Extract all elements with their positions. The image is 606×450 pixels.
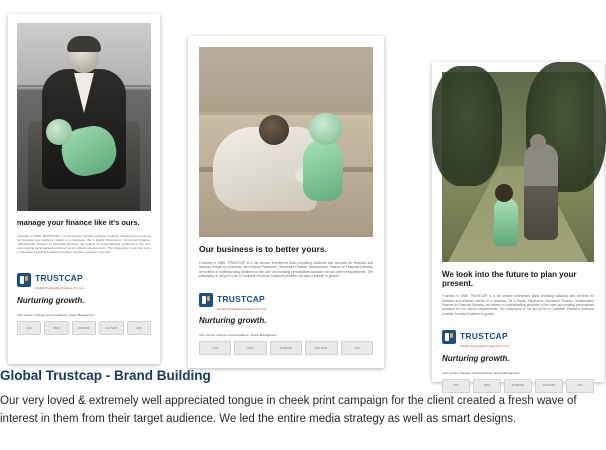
- poster-bodycopy: Founded in 1989, TRUSTCAP is a full service Investment Bank providing solutions and services for financial and advisory needs of a business. Be it Equity Placement, Structured Finance, Infrastructure Finance or Financial Advisory, we believe in understanding problems to the core and creating personalised solutions for our client's requirements. The philosophy is not just to be a Complete Financial Solutions provider, but also a partner in growth.: [442, 294, 594, 316]
- caption-description: Our very loved & extremely well appreciated tongue in cheek print campaign for the client created a fresh wave of interest in them from their target audience. We led the entire media strategy as well as smart designs.: [0, 395, 577, 425]
- photo-man-hair: [67, 36, 101, 52]
- poster-services: Joint venture • Mergers and Acquisitions • Equity Management: [442, 370, 520, 375]
- poster-look-into-future[interactable]: [432, 62, 604, 388]
- partner-logo-strip: [199, 341, 373, 355]
- poster-tagline: Nurturing growth.: [199, 316, 267, 326]
- partner-logo: ICICI: [17, 321, 41, 335]
- partner-logo: HDFC: [234, 341, 266, 355]
- partner-logo: MOBIKWIK: [504, 379, 532, 393]
- partner-logo-strip: [17, 321, 151, 335]
- photo-man-head: [259, 115, 289, 145]
- poster-bodycopy: Founded in 1989, TRUSTCAP is a full service Investment Bank providing solutions and services for financial and advisory needs of a business. Be it Equity Placement, Structured Finance, Infrastructure Finance or Financial Advisory, we believe in understanding problems to the core and creating personalised solutions for our client's requirements. The philosophy is not just to be a Complete Financial Solutions provider, but also a partner in growth.: [17, 233, 151, 255]
- poster-headline: We look into the future to plan your present.: [442, 270, 577, 289]
- poster-headline: manage your finance like it's ours.: [17, 218, 140, 227]
- partner-logo: RAK BANK: [535, 379, 563, 393]
- photo-green-baby-head: [46, 119, 72, 145]
- partner-logo: AXIS: [566, 379, 594, 393]
- partner-logo: HDFC: [44, 321, 68, 335]
- caption-block: [0, 368, 600, 429]
- logo-subtitle: Global Trustcapital Finance Pvt. Ltd.: [217, 306, 267, 311]
- poster-bodycopy: Founded in 1989, TRUSTCAP is a full service Investment Bank providing solutions and services for financial and advisory needs of a business. Be it Equity Placement, Structured Finance, Infrastructure Finance or Financial Advisory, we believe in understanding problems to the core and creating personalised solutions for our client's requirements. The philosophy is not just to be a Complete Financial Solutions provider, but also a partner in growth.: [199, 260, 373, 279]
- photo-green-baby-body: [303, 139, 343, 201]
- partner-logo: RAK BANK: [305, 341, 337, 355]
- partner-logo: MOBIKWIK: [72, 321, 96, 335]
- poster-tagline: Nurturing growth.: [17, 296, 85, 306]
- trustcap-logo-icon: [199, 293, 213, 307]
- photo-green-toddler-body: [494, 198, 518, 246]
- photo-tree-left: [432, 66, 502, 186]
- logo-name: TRUSTCAP: [460, 330, 508, 341]
- poster-logo: [199, 289, 373, 312]
- poster-photo-walking-path: [442, 72, 594, 262]
- poster-logo: [442, 326, 594, 349]
- trustcap-logo-icon: [442, 330, 456, 344]
- poster-headline: Our business is to better yours.: [199, 244, 328, 254]
- trustcap-logo-icon: [17, 273, 31, 287]
- partner-logo: MOBIKWIK: [270, 341, 302, 355]
- poster-photo-sofa-scene: [199, 47, 373, 237]
- poster-services: Joint venture • Mergers and Acquisitions • Equity Management: [17, 313, 95, 318]
- logo-text: [217, 289, 267, 312]
- partner-logo: ICICI: [199, 341, 231, 355]
- logo-subtitle: Global Trustcapital Finance Pvt. Ltd.: [35, 286, 85, 291]
- poster-logo: [17, 268, 151, 291]
- partner-logo: AXIS: [127, 321, 151, 335]
- page-title: Global Trustcap - Brand Building: [0, 368, 211, 383]
- logo-text: [35, 268, 85, 291]
- logo-name: TRUSTCAP: [35, 273, 83, 284]
- logo-text: [460, 326, 510, 349]
- poster-services: Joint venture • Mergers and Acquisitions • Equity Management: [199, 333, 277, 338]
- poster-manage-finance[interactable]: [8, 14, 160, 364]
- photo-man-body: [524, 144, 558, 240]
- partner-logo: ICICI: [442, 379, 470, 393]
- poster-our-business[interactable]: [188, 36, 384, 368]
- poster-photo-man-with-baby: [17, 23, 151, 211]
- partner-logo: RAK BANK: [99, 321, 123, 335]
- photo-green-baby-head: [309, 113, 343, 145]
- partner-logo: HDFC: [473, 379, 501, 393]
- partner-logo: AXIS: [341, 341, 373, 355]
- logo-subtitle: Global Trustcapital Finance Pvt. Ltd.: [460, 343, 510, 348]
- poster-tagline: Nurturing growth.: [442, 353, 510, 363]
- logo-name: TRUSTCAP: [217, 293, 265, 304]
